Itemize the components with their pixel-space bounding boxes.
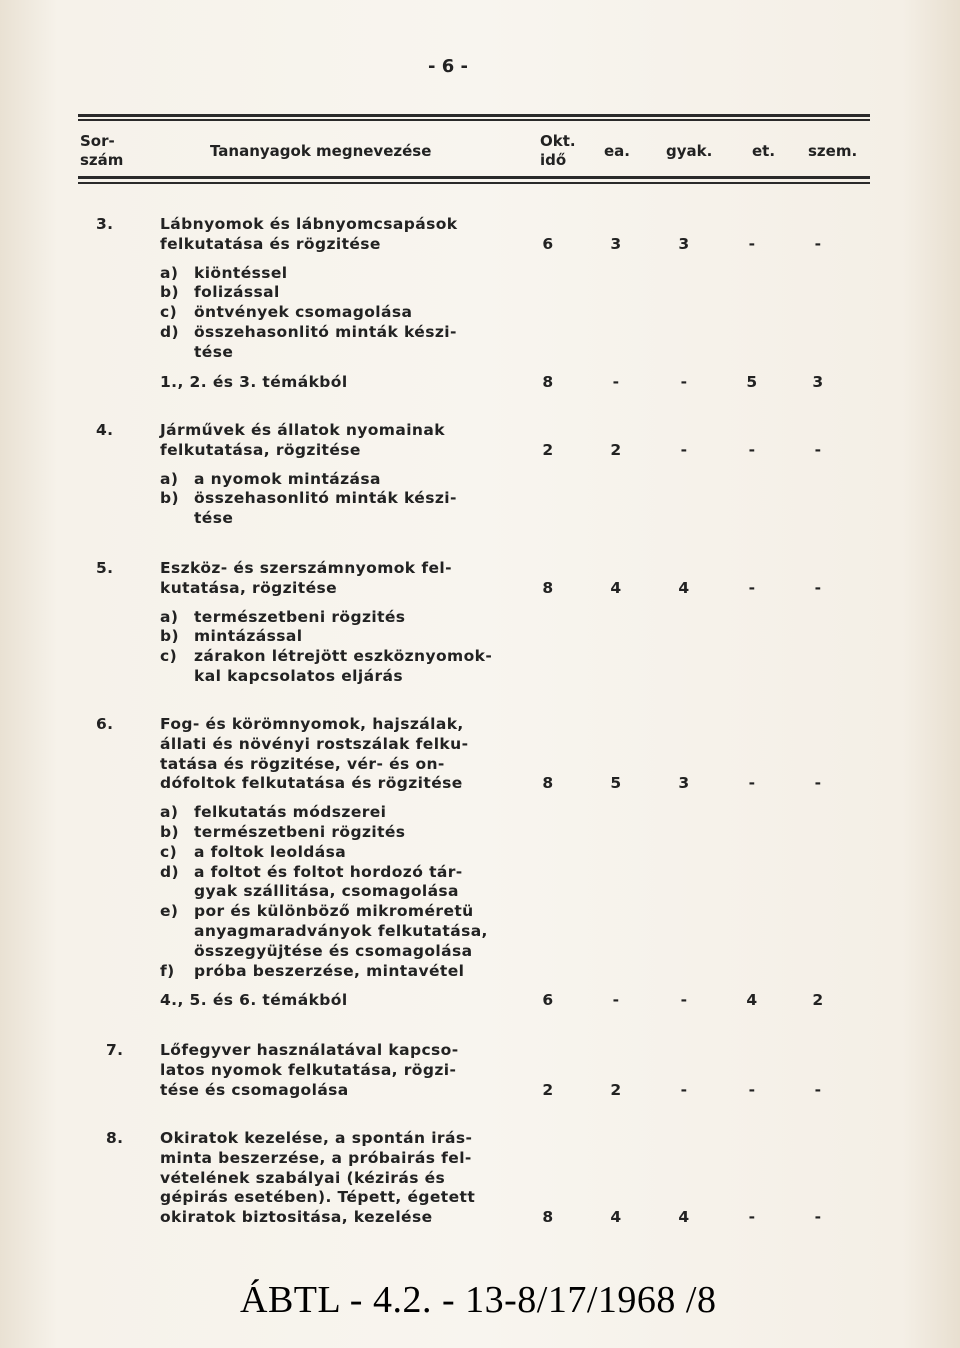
subitem-text: anyagmaradványok felkutatása, [194, 922, 488, 940]
header-top-rule-2 [78, 119, 870, 121]
topic-line: okiratok biztositása, kezelése [160, 1208, 433, 1227]
page-number: - 6 - [428, 56, 468, 77]
archive-reference: ÁBTL - 4.2. - 13-8/17/1968 /8 [240, 1279, 717, 1321]
hours-et: - [748, 1080, 756, 1099]
hours-et: - [748, 440, 756, 459]
topic-line: Lábnyomok és lábnyomcsapások [160, 215, 458, 233]
hours-okt-ido: 8 [542, 578, 554, 597]
subitem-text: folizással [194, 283, 280, 302]
subitem-text: összehasonlitó minták készi- [194, 323, 457, 341]
subitem-text: kal kapcsolatos eljárás [194, 667, 403, 685]
subitem-text: összehasonlitó minták készi- [194, 489, 457, 508]
hours-gyak: - [680, 1080, 688, 1099]
hours-ea: 4 [610, 578, 622, 597]
hours-et: - [748, 774, 756, 793]
hours-gyak: - [680, 373, 688, 391]
hours-ea: - [612, 991, 620, 1009]
header-top-rule [78, 114, 870, 117]
hours-okt-ido: 8 [542, 1208, 554, 1227]
topic-line: állati és növényi rostszálak felku- [160, 734, 469, 753]
subitem-text: gyak szállitása, csomagolása [194, 882, 459, 901]
subitem-text: felkutatás módszerei [194, 803, 387, 822]
header-gyak: gyak. [666, 142, 713, 160]
hours-okt-ido: 6 [542, 234, 554, 253]
row-number: 4. [96, 421, 114, 439]
header-ea: ea. [604, 142, 630, 160]
hours-et: - [748, 1208, 756, 1227]
hours-okt-ido: 8 [542, 373, 554, 391]
topic-line: Járművek és állatok nyomainak [160, 421, 445, 439]
hours-et: 4 [746, 991, 758, 1009]
header-et: et. [752, 142, 776, 160]
subitem-letter: f) [160, 961, 175, 980]
topic-line: tése és csomagolása [160, 1080, 349, 1099]
subitem-text: próba beszerzése, mintavétel [194, 961, 465, 980]
subitem-text: összegyüjtése és csomagolása [194, 941, 473, 960]
hours-szem: - [814, 1208, 822, 1227]
hours-okt-ido: 8 [542, 774, 554, 793]
header-sorszam: Sor- szám [80, 132, 124, 169]
subitem-text: kiöntéssel [194, 263, 288, 282]
hours-szem: 2 [812, 991, 824, 1009]
hours-okt-ido: 2 [542, 1080, 554, 1099]
row-number: 8. [106, 1129, 124, 1147]
hours-okt-ido: 2 [542, 440, 554, 459]
hours-gyak: 3 [678, 774, 690, 793]
topic-line: Lőfegyver használatával kapcso- [160, 1041, 459, 1059]
subitem-text: mintázással [194, 627, 303, 646]
hours-ea: 3 [610, 234, 622, 253]
hours-szem: 3 [812, 373, 824, 391]
topic-line: latos nyomok felkutatása, rögzi- [160, 1060, 457, 1079]
subitem-letter: c) [160, 842, 178, 861]
topic-line: tatása és rögzitése, vér- és on- [160, 754, 445, 773]
subitem-text: tése [194, 342, 234, 361]
subitem-text: a nyomok mintázása [194, 469, 381, 488]
subitem-text: zárakon létrejött eszköznyomok- [194, 647, 493, 666]
subitem-text: por és különböző mikroméretü [194, 902, 474, 921]
hours-gyak: 4 [678, 578, 690, 597]
subitem-letter: e) [160, 902, 179, 921]
subitem-text: a foltot és foltot hordozó tár- [194, 862, 463, 881]
row-number: 7. [106, 1041, 124, 1059]
header-szem: szem. [808, 142, 858, 160]
row-number: 5. [96, 559, 114, 577]
hours-ea: 2 [610, 440, 622, 459]
topic-line: gépirás esetében). Tépett, égetett [160, 1188, 476, 1207]
subitem-text: a foltok leoldása [194, 842, 347, 861]
topic-line: vételének szabályai (kézirás és [160, 1168, 446, 1187]
header-title: Tananyagok megnevezése [210, 142, 432, 160]
hours-et: 5 [746, 373, 758, 391]
subitem-text: tése [194, 509, 234, 528]
hours-ea: 2 [610, 1080, 622, 1099]
subitem-letter: a) [160, 607, 179, 626]
topic-line: Fog- és körömnyomok, hajszálak, [160, 715, 464, 733]
hours-szem: - [814, 440, 822, 459]
topic-line: kutatása, rögzitése [160, 578, 338, 597]
subitem-letter: b) [160, 489, 179, 508]
hours-okt-ido: 6 [542, 991, 554, 1009]
subitem-text: természetbeni rögzités [194, 823, 406, 841]
subitem-text: természetbeni rögzités [194, 607, 406, 626]
hours-gyak: 4 [678, 1208, 690, 1227]
topic-line: Okiratok kezelése, a spontán irás- [160, 1129, 473, 1147]
subitem-letter: d) [160, 862, 179, 881]
subitem-text: öntvények csomagolása [194, 303, 413, 322]
hours-szem: - [814, 234, 822, 253]
hours-et: - [748, 578, 756, 597]
hours-gyak: - [680, 440, 688, 459]
hours-szem: - [814, 774, 822, 793]
hours-ea: - [612, 373, 620, 391]
header-bottom-rule [78, 176, 870, 179]
topic-line: Eszköz- és szerszámnyomok fel- [160, 559, 452, 577]
hours-szem: - [814, 578, 822, 597]
subitem-letter: c) [160, 303, 178, 322]
row-number: 3. [96, 215, 114, 233]
topic-line: felkutatása és rögzitése [160, 234, 381, 253]
header-bottom-rule-2 [78, 182, 870, 184]
subitem-letter: b) [160, 627, 179, 646]
subitem-letter: b) [160, 283, 179, 302]
subitem-letter: d) [160, 323, 179, 341]
topic-line: felkutatása, rögzitése [160, 440, 361, 459]
subitem-letter: c) [160, 647, 178, 666]
topic-line: 1., 2. és 3. témákból [160, 373, 348, 391]
subitem-letter: a) [160, 263, 179, 282]
hours-ea: 4 [610, 1208, 622, 1227]
header-okt-ido: Okt. idő [540, 132, 576, 169]
subitem-letter: a) [160, 803, 179, 822]
hours-et: - [748, 234, 756, 253]
subitem-letter: b) [160, 823, 179, 841]
subitem-letter: a) [160, 469, 179, 488]
topic-line: 4., 5. és 6. témákból [160, 991, 348, 1009]
row-number: 6. [96, 715, 114, 733]
hours-ea: 5 [610, 774, 622, 793]
topic-line: minta beszerzése, a próbairás fel- [160, 1148, 472, 1167]
hours-szem: - [814, 1080, 822, 1099]
topic-line: dófoltok felkutatása és rögzitése [160, 774, 463, 793]
hours-gyak: 3 [678, 234, 690, 253]
hours-gyak: - [680, 991, 688, 1009]
